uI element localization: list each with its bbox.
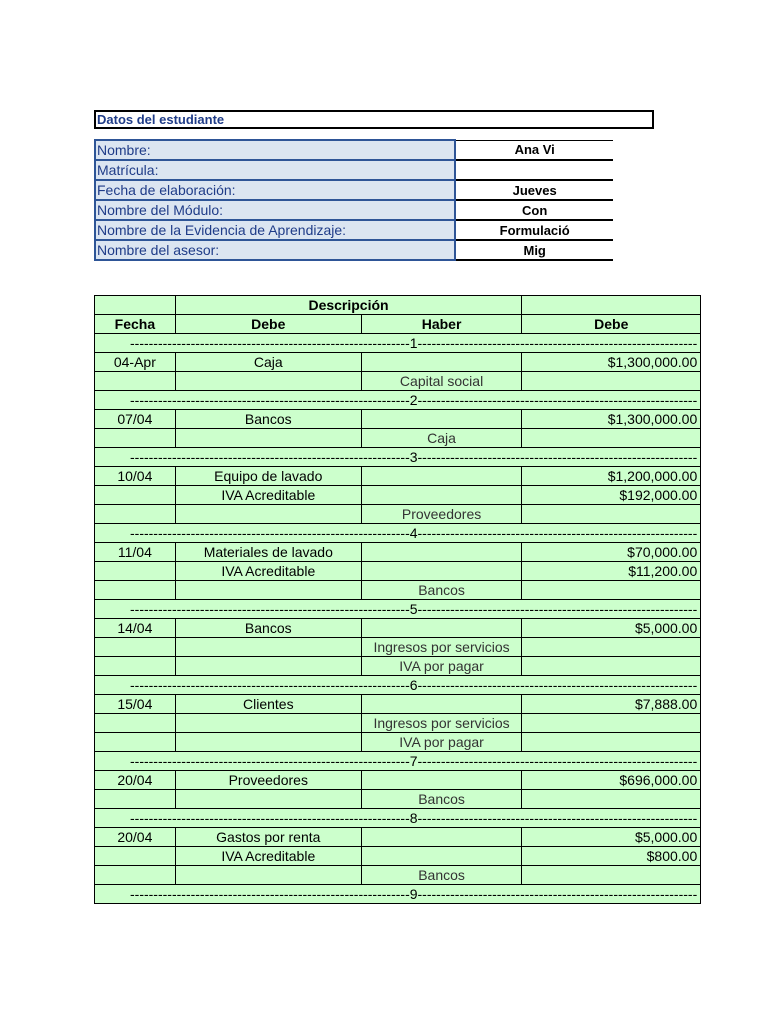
student-info-row — [95, 220, 613, 240]
journal-row — [95, 581, 701, 600]
cell-debe-amount — [522, 657, 701, 676]
cell-debe-account — [175, 790, 361, 809]
cell-haber-account — [361, 847, 522, 866]
cell-debe-account: Materiales de lavado — [175, 543, 361, 562]
cell-debe-amount — [522, 714, 701, 733]
cell-debe-account: Bancos — [175, 410, 361, 429]
journal-row — [95, 543, 701, 562]
cell-haber-account — [361, 467, 522, 486]
entry-separator: ------------------------------------------------------------1------------------------------------------------------------ — [95, 334, 701, 353]
cell-debe-amount — [522, 372, 701, 391]
cell-haber-account: Bancos — [361, 581, 522, 600]
cell-fecha — [95, 847, 176, 866]
column-header-haber: Haber — [361, 315, 522, 334]
cell-debe-amount: $7,888.00 — [522, 695, 701, 714]
journal-row — [95, 771, 701, 790]
student-info-label: Nombre del Módulo: — [95, 200, 455, 220]
cell-haber-account: Ingresos por servicios — [361, 638, 522, 657]
cell-debe-account: IVA Acreditable — [175, 847, 361, 866]
cell-fecha — [95, 581, 176, 600]
column-header-debe: Debe — [175, 315, 361, 334]
cell-fecha: 20/04 — [95, 771, 176, 790]
student-info-label: Matrícula: — [95, 160, 455, 180]
cell-haber-account: Capital social — [361, 372, 522, 391]
cell-haber-account: Ingresos por servicios — [361, 714, 522, 733]
cell-fecha — [95, 733, 176, 752]
cell-debe-amount: $1,200,000.00 — [522, 467, 701, 486]
journal-table — [94, 295, 701, 904]
journal-row — [95, 372, 701, 391]
cell-debe-account: Clientes — [175, 695, 361, 714]
journal-row — [95, 467, 701, 486]
entry-separator-row — [95, 809, 701, 828]
cell-debe-amount — [522, 638, 701, 657]
entry-separator: ------------------------------------------------------------2------------------------------------------------------------ — [95, 391, 701, 410]
entry-separator-row — [95, 600, 701, 619]
cell-debe-amount — [522, 429, 701, 448]
student-info-row — [95, 160, 613, 180]
cell-fecha — [95, 486, 176, 505]
cell-debe-account — [175, 657, 361, 676]
journal-header-row-description — [95, 296, 701, 315]
cell-haber-account: Proveedores — [361, 505, 522, 524]
cell-debe-amount: $1,300,000.00 — [522, 353, 701, 372]
cell-debe-amount: $70,000.00 — [522, 543, 701, 562]
cell-debe-account: Proveedores — [175, 771, 361, 790]
cell-haber-account — [361, 619, 522, 638]
journal-row — [95, 714, 701, 733]
column-header-fecha: Fecha — [95, 315, 176, 334]
entry-separator-row — [95, 676, 701, 695]
cell-fecha: 14/04 — [95, 619, 176, 638]
entry-separator-row — [95, 334, 701, 353]
cell-haber-account: Bancos — [361, 790, 522, 809]
cell-debe-amount — [522, 505, 701, 524]
journal-row — [95, 486, 701, 505]
cell-haber-account — [361, 543, 522, 562]
cell-fecha — [95, 866, 176, 885]
cell-debe-amount: $11,200.00 — [522, 562, 701, 581]
cell-debe-account: Equipo de lavado — [175, 467, 361, 486]
journal-row — [95, 638, 701, 657]
cell-debe-account: IVA Acreditable — [175, 562, 361, 581]
cell-haber-account — [361, 771, 522, 790]
column-header-debe-amount: Debe — [522, 315, 701, 334]
cell-haber-account — [361, 410, 522, 429]
cell-debe-amount: $192,000.00 — [522, 486, 701, 505]
cell-fecha — [95, 657, 176, 676]
journal-row — [95, 733, 701, 752]
description-header: Descripción — [175, 296, 522, 315]
cell-fecha: 10/04 — [95, 467, 176, 486]
entry-separator: ------------------------------------------------------------7------------------------------------------------------------ — [95, 752, 701, 771]
cell-debe-account — [175, 505, 361, 524]
cell-fecha: 15/04 — [95, 695, 176, 714]
cell-fecha: 04-Apr — [95, 353, 176, 372]
student-info-title: Datos del estudiante — [94, 110, 654, 129]
cell-debe-amount — [522, 581, 701, 600]
cell-fecha: 11/04 — [95, 543, 176, 562]
cell-debe-account — [175, 733, 361, 752]
cell-fecha — [95, 372, 176, 391]
journal-row — [95, 429, 701, 448]
cell-debe-amount: $800.00 — [522, 847, 701, 866]
student-info-row — [95, 140, 613, 160]
student-info-table — [94, 139, 613, 261]
entry-separator: ------------------------------------------------------------4------------------------------------------------------------ — [95, 524, 701, 543]
cell-debe-account: IVA Acreditable — [175, 486, 361, 505]
cell-haber-account: Bancos — [361, 866, 522, 885]
journal-row — [95, 790, 701, 809]
entry-separator-row — [95, 524, 701, 543]
student-info-row — [95, 200, 613, 220]
cell-debe-account — [175, 372, 361, 391]
journal-row — [95, 353, 701, 372]
cell-fecha — [95, 714, 176, 733]
cell-fecha: 07/04 — [95, 410, 176, 429]
journal-row — [95, 562, 701, 581]
cell-haber-account — [361, 353, 522, 372]
cell-debe-account — [175, 429, 361, 448]
cell-fecha — [95, 638, 176, 657]
student-info-label: Fecha de elaboración: — [95, 180, 455, 200]
student-info-row — [95, 180, 613, 200]
cell-fecha — [95, 562, 176, 581]
journal-row — [95, 505, 701, 524]
entry-separator: ------------------------------------------------------------5------------------------------------------------------------ — [95, 600, 701, 619]
student-info-row — [95, 240, 613, 260]
cell-debe-account — [175, 866, 361, 885]
student-info-value: Con — [455, 200, 613, 220]
journal-row — [95, 657, 701, 676]
student-info-label: Nombre del asesor: — [95, 240, 455, 260]
cell-debe-account: Bancos — [175, 619, 361, 638]
cell-debe-amount — [522, 866, 701, 885]
cell-debe-account — [175, 581, 361, 600]
cell-fecha: 20/04 — [95, 828, 176, 847]
journal-row — [95, 828, 701, 847]
entry-separator: ------------------------------------------------------------8------------------------------------------------------------ — [95, 809, 701, 828]
entry-separator: ------------------------------------------------------------3------------------------------------------------------------ — [95, 448, 701, 467]
cell-fecha — [95, 505, 176, 524]
cell-haber-account — [361, 562, 522, 581]
student-info-value: Ana Vi — [455, 140, 613, 160]
entry-separator-row — [95, 752, 701, 771]
student-info-value — [455, 160, 613, 180]
entry-separator-row — [95, 391, 701, 410]
entry-separator-row — [95, 448, 701, 467]
entry-separator: ------------------------------------------------------------6------------------------------------------------------------ — [95, 676, 701, 695]
cell-debe-account: Caja — [175, 353, 361, 372]
cell-haber-account: Caja — [361, 429, 522, 448]
cell-debe-amount: $5,000.00 — [522, 619, 701, 638]
student-info-label: Nombre: — [95, 140, 455, 160]
journal-row — [95, 410, 701, 429]
cell-debe-amount: $696,000.00 — [522, 771, 701, 790]
entry-separator: ------------------------------------------------------------9------------------------------------------------------------ — [95, 885, 701, 904]
journal-row — [95, 695, 701, 714]
cell-fecha — [95, 429, 176, 448]
cell-debe-amount — [522, 790, 701, 809]
entry-separator-row — [95, 885, 701, 904]
journal-row — [95, 866, 701, 885]
journal-row — [95, 847, 701, 866]
student-info-label: Nombre de la Evidencia de Aprendizaje: — [95, 220, 455, 240]
cell-haber-account — [361, 486, 522, 505]
cell-haber-account: IVA por pagar — [361, 733, 522, 752]
student-info-value: Jueves — [455, 180, 613, 200]
student-info-value: Mig — [455, 240, 613, 260]
cell-debe-account: Gastos por renta — [175, 828, 361, 847]
header-blank-cell — [95, 296, 176, 315]
cell-debe-amount: $5,000.00 — [522, 828, 701, 847]
journal-header-row-columns — [95, 315, 701, 334]
cell-debe-account — [175, 638, 361, 657]
cell-fecha — [95, 790, 176, 809]
cell-debe-account — [175, 714, 361, 733]
journal-row — [95, 619, 701, 638]
cell-haber-account — [361, 695, 522, 714]
cell-haber-account — [361, 828, 522, 847]
student-info-value: Formulació — [455, 220, 613, 240]
header-blank-cell — [522, 296, 701, 315]
cell-debe-amount: $1,300,000.00 — [522, 410, 701, 429]
cell-haber-account: IVA por pagar — [361, 657, 522, 676]
cell-debe-amount — [522, 733, 701, 752]
